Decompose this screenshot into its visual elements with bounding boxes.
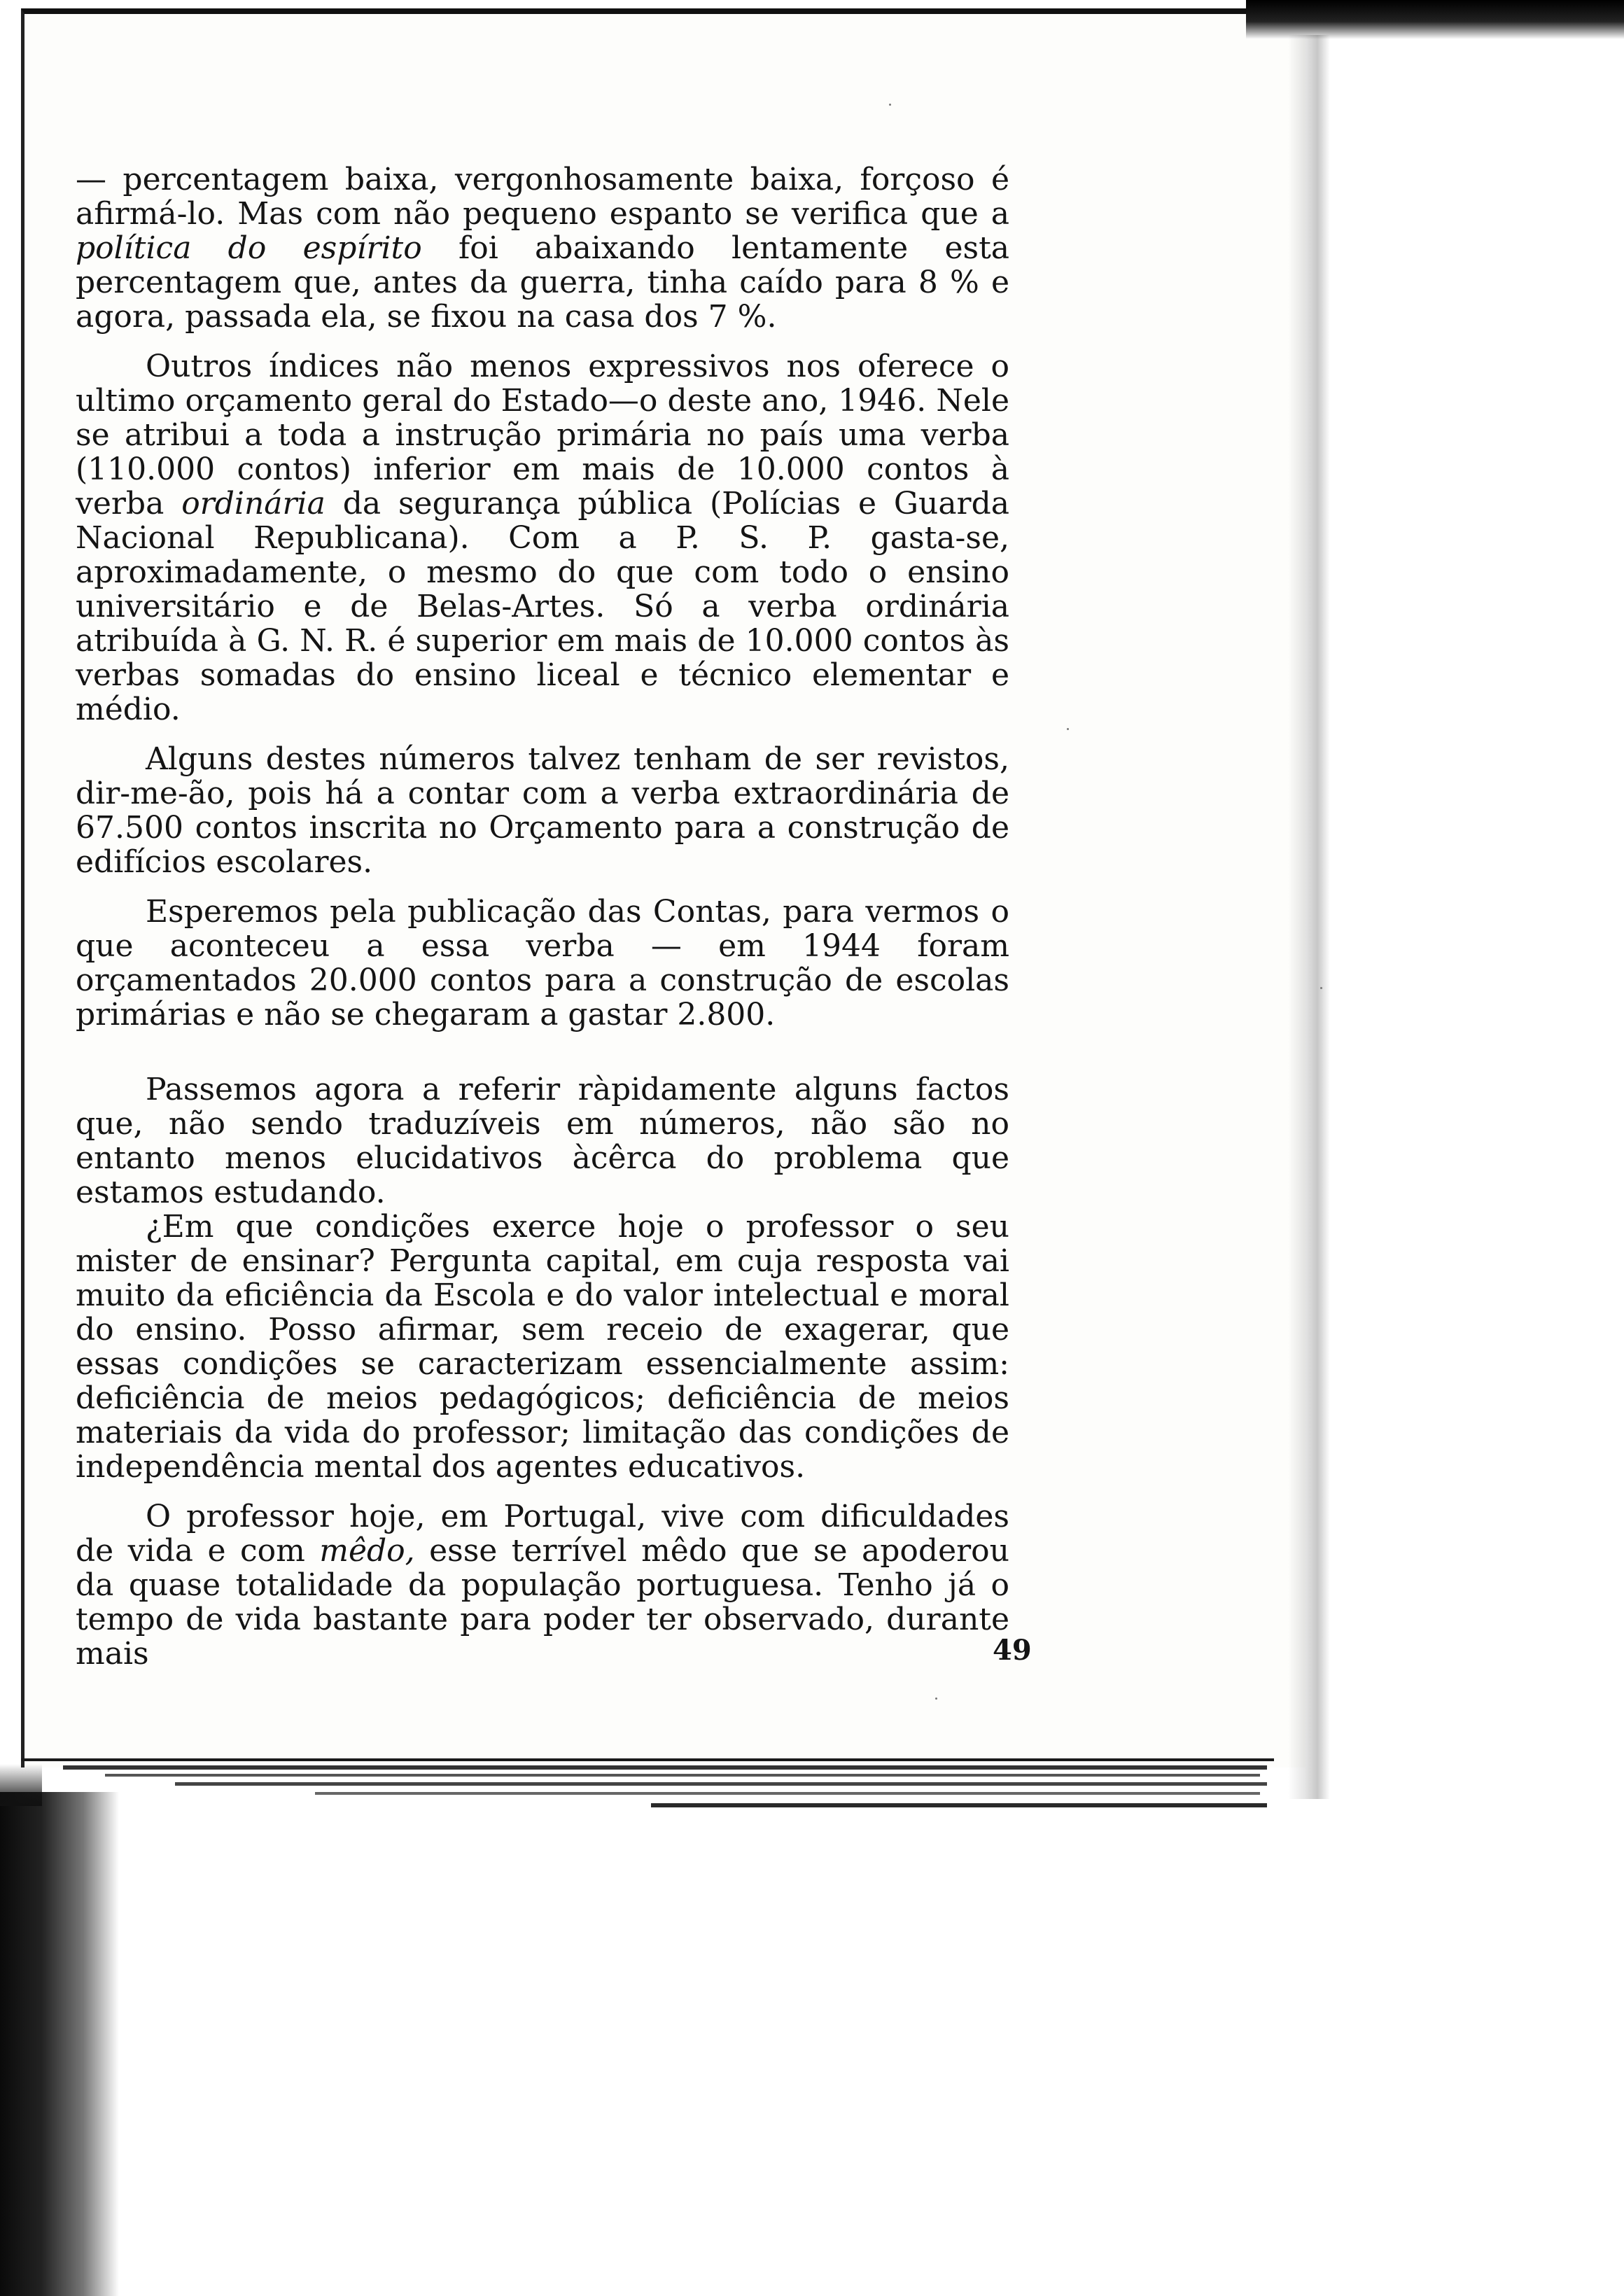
paragraph: [76, 1210, 1009, 1484]
page-edge-line: [21, 1758, 1274, 1761]
body-text: [76, 162, 1009, 1686]
scan-speck: [1067, 728, 1069, 730]
page-edge-line: [175, 1782, 1267, 1786]
page-number: 49: [993, 1634, 1032, 1667]
page-edge-stack: [21, 1757, 1281, 1827]
paragraph: [76, 742, 1009, 879]
text-run: ¿Em que condições exerce hoje o professor o seu mister de ensinar? Pergunta capital, em cuja resposta vai muito da eficiência da Escola e do valor intelectual e moral do ensino. Posso afirmar, sem receio de exagerar, que essas condições se caracterizam essencialmente assim: deficiência de meios pedagógicos; deficiência de meios materiais da vida do professor; limitação das condições de independência mental dos agentes educativos.: [76, 1209, 1009, 1485]
scan-speck: [889, 104, 891, 106]
text-run: Esperemos pela publicação das Contas, para vermos o que aconteceu a essa verba — em 1944 foram orçamentados 20.000 contos para a construção de escolas primárias e não se chegaram a gastar 2.800.: [76, 894, 1009, 1032]
paragraph: [76, 895, 1009, 1032]
text-run: foi abaixando lentamente esta percentagem que, antes da guerra, tinha caído para 8 % e agora, passada ela, se fixou na casa dos 7 %.: [76, 230, 1009, 335]
text-run: Alguns destes números talvez tenham de ser revistos, dir-me-ão, pois há a contar com a verba extraordinária de 67.500 contos inscrita no Orçamento para a construção de edifícios escolares.: [76, 741, 1009, 880]
text-run: da segurança pública (Polícias e Guarda Nacional Republicana). Com a P. S. P. gasta-se, aproximadamente, o mesmo do que com todo o ensino universitário e de Belas-Artes. Só a verba ordinária atribuída à G. N. R. é superior em mais de 10.000 contos às verbas somadas do ensino liceal e técnico elementar e médio.: [76, 486, 1009, 727]
paragraph: [76, 1499, 1009, 1671]
page-edge-line: [651, 1803, 1267, 1807]
text-run: Outros índices não menos expressivos nos oferece o ultimo orçamento geral do Estado—o deste ano, 1946. Nele se atribui a toda a instrução primária no país uma verba (110.000 contos) inferior em mais de 10.000 contos à verba: [76, 349, 1009, 522]
paragraph: [76, 349, 1009, 727]
paragraph: [76, 1072, 1009, 1210]
text-run: esse terrível mêdo que se apoderou da quase totalidade da população portuguesa. Tenho já o tempo de vida bastante para poder ter observado, durante mais: [76, 1533, 1009, 1672]
book-binding-shadow: [0, 1792, 119, 2296]
page-edge-line: [105, 1774, 1260, 1777]
italic-text: mêdo,: [319, 1533, 415, 1569]
text-run: — percentagem baixa, vergonhosamente baixa, forçoso é afirmá-lo. Mas com não pequeno espanto se verifica que a: [76, 162, 1009, 232]
page-edge-shadow: [1288, 35, 1330, 1799]
scan-bed-corner: [1246, 0, 1624, 39]
book-binding-shadow-top: [0, 1764, 42, 1806]
text-run: O professor hoje, em Portugal, vive com dificuldades de vida e com: [76, 1499, 1009, 1569]
scan-speck: [935, 1698, 937, 1700]
page-edge-line: [63, 1765, 1267, 1770]
text-run: Passemos agora a referir ràpidamente alguns factos que, não sendo traduzíveis em números, não são no entanto menos elucidativos àcêrca do problema que estamos estudando.: [76, 1072, 1009, 1210]
page-edge-line: [315, 1792, 1260, 1795]
italic-text: política do espírito: [76, 230, 422, 266]
italic-text: ordinária: [181, 486, 326, 522]
scan-speck: [1320, 987, 1322, 989]
paragraph: [76, 162, 1009, 334]
